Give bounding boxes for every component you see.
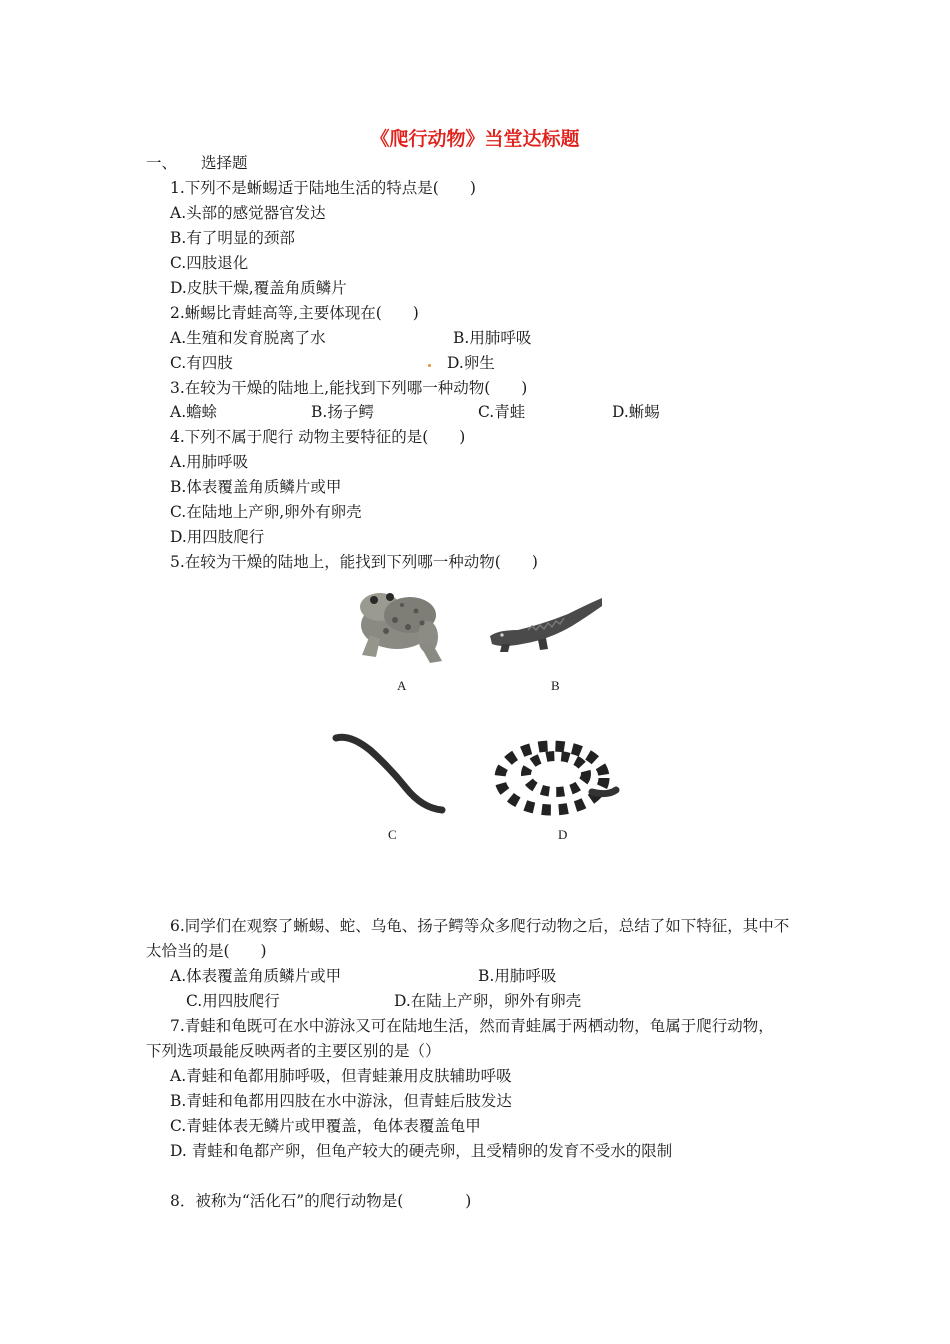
q2-option-d: D.卵生 (447, 354, 495, 372)
q4-option-b: B.体表覆盖角质鳞片或甲 (170, 478, 342, 496)
page-title: 《爬行动物》当堂达标题 (370, 128, 580, 150)
q6-stem-line1: 6.同学们在观察了蜥蜴、蛇、乌龟、扬子鳄等众多爬行动物之后，总结了如下特征，其中不 (170, 917, 790, 935)
q7-option-c: C.青蛙体表无鳞片或甲覆盖，龟体表覆盖龟甲 (170, 1117, 481, 1135)
q3-option-b: B.扬子鳄 (311, 403, 374, 421)
q5-label-a: A (397, 678, 407, 693)
q4-option-c: C.在陆地上产卵,卵外有卵壳 (170, 503, 362, 521)
q1-option-a: A.头部的感觉器官发达 (170, 204, 326, 222)
earthworm-image (330, 730, 450, 815)
toad-image (350, 575, 445, 667)
q6-stem-line2: 太恰当的是( ) (146, 942, 267, 960)
q2-option-c: C.有四肢 (170, 354, 233, 372)
q4-stem: 4.下列不属于爬行 动物主要特征的是( ) (170, 428, 466, 446)
q2-stem: 2.蜥蜴比青蛙高等,主要体现在( ) (170, 304, 419, 322)
q6-option-c: C.用四肢爬行 (186, 992, 280, 1010)
q3-option-d: D.蜥蜴 (612, 403, 660, 421)
q7-option-b: B.青蛙和龟都用四肢在水中游泳，但青蛙后肢发达 (170, 1092, 512, 1110)
q7-stem-line1: 7.青蛙和龟既可在水中游泳又可在陆地生活，然而青蛙属于两栖动物，龟属于爬行动物， (170, 1017, 774, 1035)
q6-option-b: B.用肺呼吸 (478, 967, 557, 985)
q1-option-c: C.四肢退化 (170, 254, 249, 272)
q5-label-d: D (558, 827, 568, 842)
q2-option-b: B.用肺呼吸 (453, 329, 532, 347)
q7-option-d: D. 青蛙和龟都产卵，但龟产较大的硬壳卵，且受精卵的发育不受水的限制 (170, 1142, 673, 1160)
alligator-image (488, 594, 603, 654)
q5-label-c: C (388, 827, 397, 842)
q3-stem: 3.在较为干燥的陆地上,能找到下列哪一种动物( ) (170, 379, 528, 397)
q3-option-c: C.青蛙 (478, 403, 526, 421)
q1-option-d: D.皮肤干燥,覆盖角质鳞片 (170, 279, 347, 297)
q4-option-d: D.用四肢爬行 (170, 528, 265, 546)
speck-mark (428, 364, 431, 367)
section-number: 一、 (146, 154, 178, 172)
q7-option-a: A.青蛙和龟都用肺呼吸，但青蛙兼用皮肤辅助呼吸 (170, 1067, 512, 1085)
q7-stem-line2: 下列选项最能反映两者的主要区别的是（） (146, 1042, 441, 1060)
q2-option-a: A.生殖和发育脱离了水 (170, 329, 326, 347)
q1-option-b: B.有了明显的颈部 (170, 229, 295, 247)
q5-stem: 5.在较为干燥的陆地上，能找到下列哪一种动物( ) (170, 553, 538, 571)
q3-option-a: A.蟾蜍 (170, 403, 218, 421)
section-label: 选择题 (201, 154, 248, 172)
banded-snake-image (492, 730, 620, 818)
q1-stem: 1.下列不是蜥蜴适于陆地生活的特点是( ) (170, 179, 476, 197)
q5-label-b: B (551, 678, 560, 693)
q4-option-a: A.用肺呼吸 (170, 453, 249, 471)
q6-option-a: A.体表覆盖角质鳞片或甲 (170, 967, 342, 985)
q6-option-d: D.在陆上产卵，卵外有卵壳 (394, 992, 582, 1010)
q8-stem: 8．被称为“活化石”的爬行动物是( ) (170, 1192, 472, 1210)
